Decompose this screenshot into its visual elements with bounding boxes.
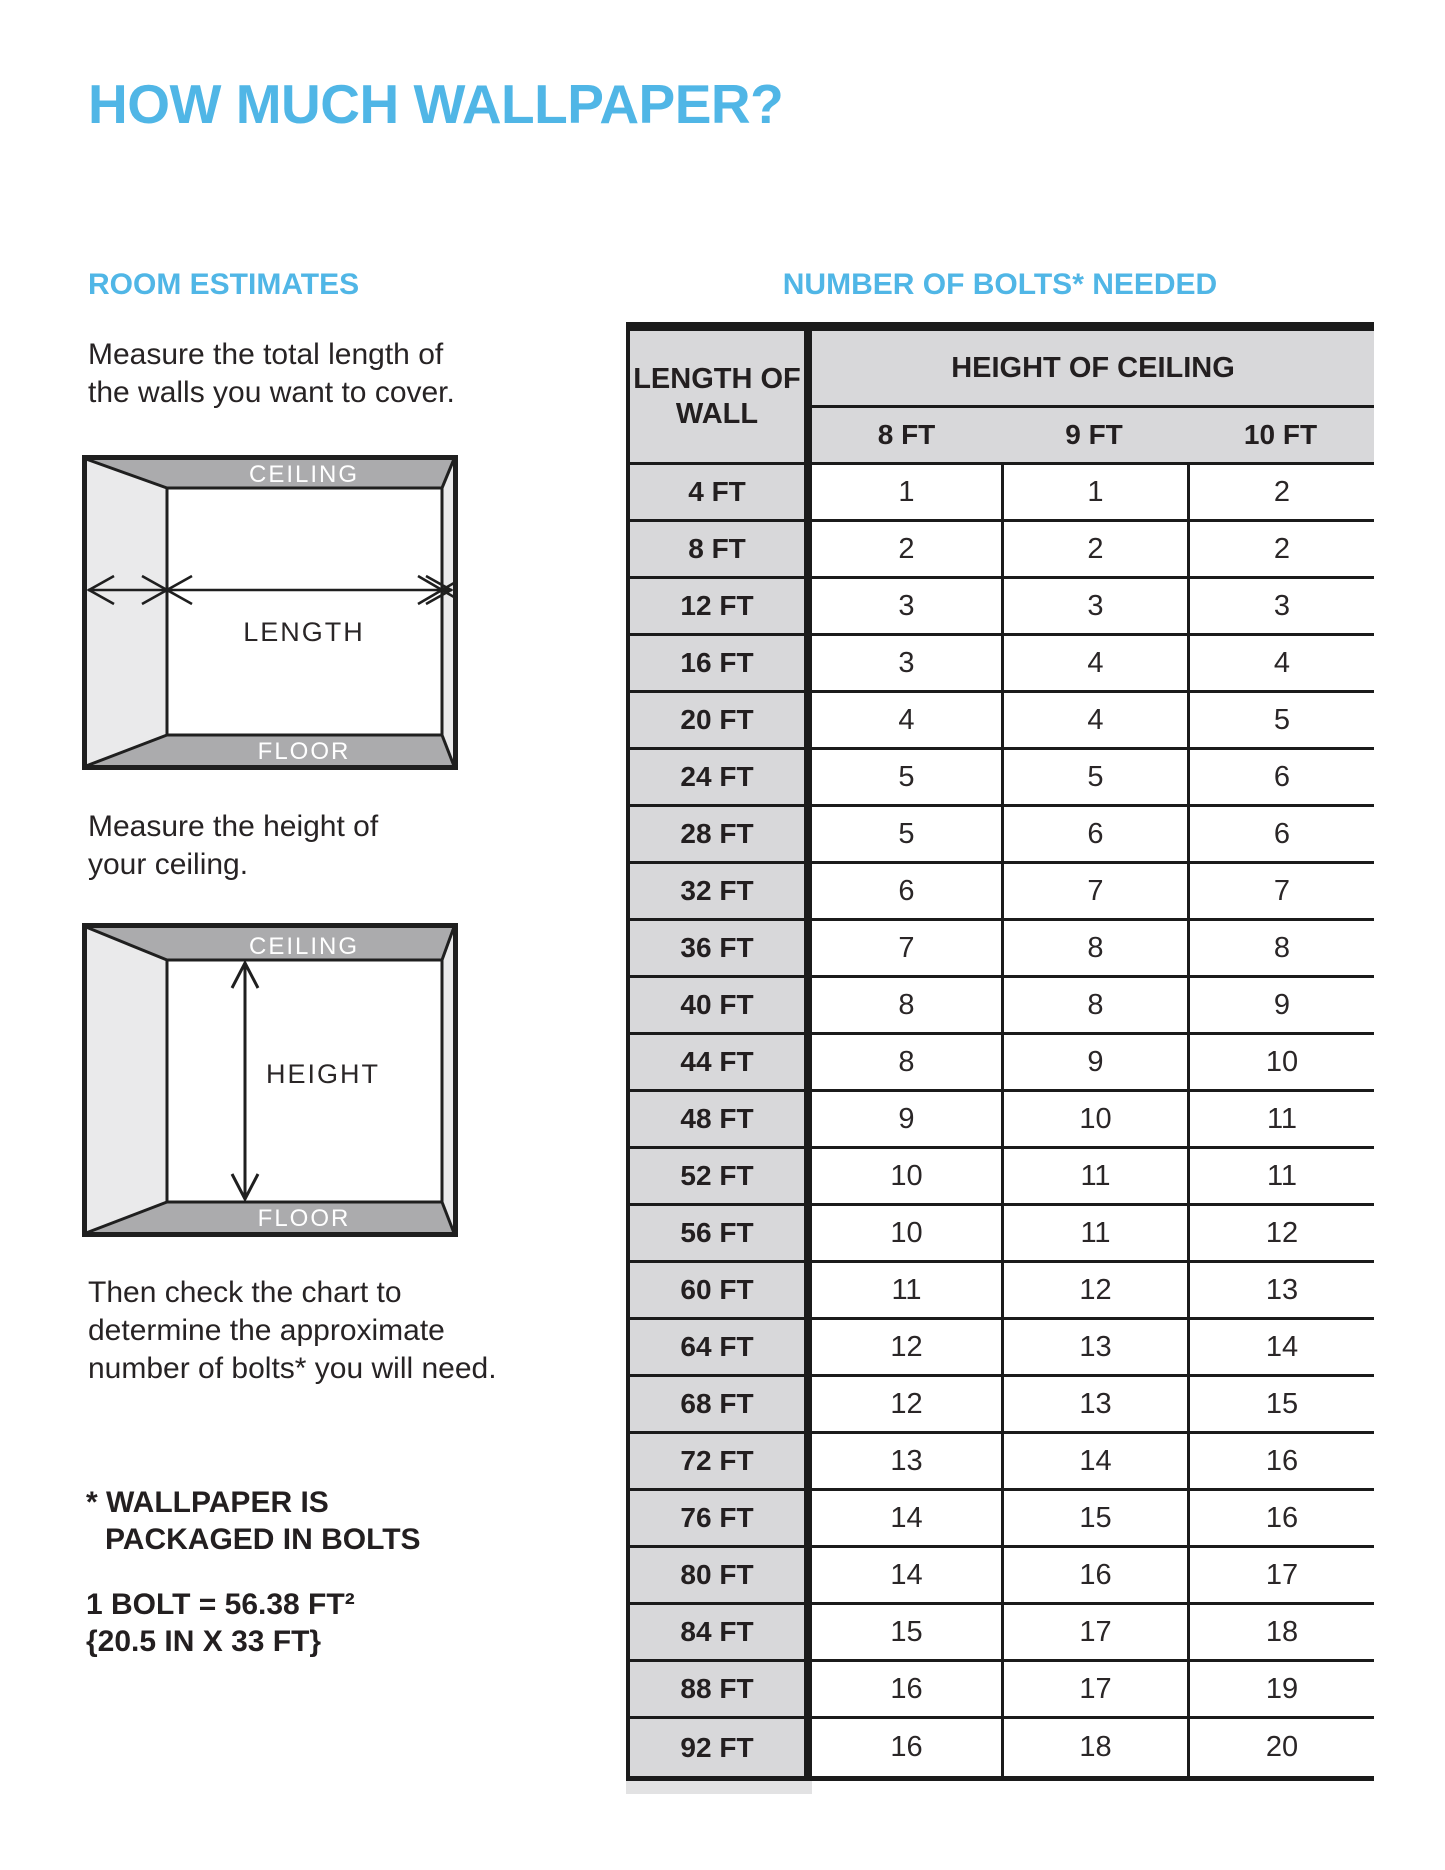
table-row [626,1662,1374,1719]
column-divider [804,693,812,747]
row-label: 60 FT [626,1263,804,1317]
measure-length-paragraph [88,336,455,412]
ceiling-subheaders [812,408,1374,462]
cell-10ft: 2 [1187,522,1374,576]
column-divider [804,465,812,519]
column-divider [804,1263,812,1317]
table-row [626,522,1374,579]
column-divider [804,864,812,918]
column-divider [804,1320,812,1374]
ceiling-header-group [812,331,1374,462]
cell-10ft: 19 [1187,1662,1374,1716]
cell-9ft: 13 [1001,1320,1187,1374]
cell-8ft: 10 [812,1149,1001,1203]
cell-10ft: 4 [1187,636,1374,690]
right-wall [442,927,454,1233]
column-divider [804,750,812,804]
bolt-size-footnote [86,1586,355,1660]
cell-10ft: 15 [1187,1377,1374,1431]
paragraph-line: Then check the chart to [88,1276,402,1309]
length-room-diagram [82,455,458,770]
cell-8ft: 11 [812,1263,1001,1317]
column-header-9ft: 9 FT [1065,419,1123,450]
cell-8ft: 5 [812,807,1001,861]
cell-10ft: 20 [1187,1719,1374,1776]
cell-9ft: 13 [1001,1377,1187,1431]
cell-10ft: 9 [1187,978,1374,1032]
table-row [626,864,1374,921]
table-row [626,1263,1374,1320]
cell-10ft: 14 [1187,1320,1374,1374]
cell-9ft: 4 [1001,636,1187,690]
cell-8ft: 8 [812,978,1001,1032]
table-body [626,465,1374,1776]
cell-8ft: 13 [812,1434,1001,1488]
cell-8ft: 6 [812,864,1001,918]
floor-label: FLOOR [257,1205,351,1232]
column-divider [804,1206,812,1260]
cell-10ft: 11 [1187,1092,1374,1146]
check-chart-paragraph [88,1274,497,1388]
left-wall [86,459,167,766]
ceiling-label: CEILING [248,461,360,488]
row-label: 80 FT [626,1548,804,1602]
column-divider [804,331,812,462]
length-label: LENGTH [243,617,365,647]
cell-10ft: 16 [1187,1491,1374,1545]
cell-9ft: 18 [1001,1719,1187,1776]
length-of-wall-header: LENGTH OF WALL [626,331,804,462]
cell-8ft: 3 [812,636,1001,690]
right-wall [442,459,454,766]
cell-9ft: 16 [1001,1548,1187,1602]
row-label: 12 FT [626,579,804,633]
cell-10ft: 3 [1187,579,1374,633]
column-divider [804,1719,812,1776]
table-header [626,331,1374,465]
label-column-shadow [626,1781,812,1794]
table-row [626,693,1374,750]
cell-10ft: 17 [1187,1548,1374,1602]
row-label: 68 FT [626,1377,804,1431]
page-title: HOW MUCH WALLPAPER? [88,73,784,135]
table-row [626,1719,1374,1776]
column-divider [804,807,812,861]
row-label: 48 FT [626,1092,804,1146]
column-divider [804,1035,812,1089]
cell-9ft: 6 [1001,807,1187,861]
cell-8ft: 8 [812,1035,1001,1089]
row-label: 88 FT [626,1662,804,1716]
cell-9ft: 7 [1001,864,1187,918]
cell-10ft: 6 [1187,750,1374,804]
cell-10ft: 8 [1187,921,1374,975]
row-label: 52 FT [626,1149,804,1203]
paragraph-line: the walls you want to cover. [88,376,455,409]
back-wall [167,488,442,735]
cell-10ft: 13 [1187,1263,1374,1317]
table-row [626,1605,1374,1662]
cell-10ft: 2 [1187,465,1374,519]
row-label: 72 FT [626,1434,804,1488]
table-row [626,1206,1374,1263]
cell-9ft: 17 [1001,1605,1187,1659]
paragraph-line: Measure the height of [88,810,379,843]
row-label: 92 FT [626,1719,804,1776]
cell-9ft: 4 [1001,693,1187,747]
row-label: 28 FT [626,807,804,861]
cell-9ft: 9 [1001,1035,1187,1089]
table-top-bar [626,322,1374,331]
table-row [626,579,1374,636]
row-label: 8 FT [626,522,804,576]
cell-9ft: 2 [1001,522,1187,576]
cell-8ft: 16 [812,1662,1001,1716]
cell-8ft: 10 [812,1206,1001,1260]
column-divider [804,636,812,690]
row-label: 4 FT [626,465,804,519]
paragraph-line: determine the approximate [88,1314,445,1347]
footnote-line: {20.5 IN X 33 FT} [86,1625,322,1658]
cell-9ft: 12 [1001,1263,1187,1317]
cell-10ft: 5 [1187,693,1374,747]
cell-8ft: 9 [812,1092,1001,1146]
cell-10ft: 12 [1187,1206,1374,1260]
room-estimates-heading: ROOM ESTIMATES [88,268,360,301]
left-wall [86,927,167,1233]
column-divider [804,579,812,633]
paragraph-line: your ceiling. [88,848,249,881]
floor-label: FLOOR [257,738,351,765]
table-row [626,1092,1374,1149]
row-label: 84 FT [626,1605,804,1659]
row-label: 36 FT [626,921,804,975]
measure-height-paragraph [88,808,378,884]
cell-8ft: 4 [812,693,1001,747]
bolts-needed-heading: NUMBER OF BOLTS* NEEDED [782,268,1218,301]
table-row [626,1491,1374,1548]
row-label: 56 FT [626,1206,804,1260]
column-divider [804,1548,812,1602]
table-row [626,1320,1374,1377]
row-label: 24 FT [626,750,804,804]
row-label: 20 FT [626,693,804,747]
cell-8ft: 12 [812,1320,1001,1374]
table-row [626,1548,1374,1605]
cell-9ft: 5 [1001,750,1187,804]
footnote-line: 1 BOLT = 56.38 FT² [86,1588,355,1621]
ceiling-label: CEILING [248,933,360,960]
column-divider [804,1605,812,1659]
cell-10ft: 10 [1187,1035,1374,1089]
cell-9ft: 17 [1001,1662,1187,1716]
table-row [626,1149,1374,1206]
cell-9ft: 10 [1001,1092,1187,1146]
cell-8ft: 16 [812,1719,1001,1776]
table-row [626,1377,1374,1434]
cell-8ft: 14 [812,1548,1001,1602]
column-header-8ft: 8 FT [877,419,936,450]
column-header-10ft: 10 FT [1243,419,1318,450]
cell-9ft: 8 [1001,978,1187,1032]
table-row [626,636,1374,693]
cell-9ft: 11 [1001,1206,1187,1260]
cell-9ft: 1 [1001,465,1187,519]
cell-8ft: 12 [812,1377,1001,1431]
row-label: 64 FT [626,1320,804,1374]
table-row [626,807,1374,864]
column-divider [804,1149,812,1203]
column-divider [804,921,812,975]
cell-10ft: 11 [1187,1149,1374,1203]
cell-8ft: 2 [812,522,1001,576]
wallpaper-bolts-footnote [86,1484,421,1558]
row-label: 44 FT [626,1035,804,1089]
column-divider [804,1491,812,1545]
cell-10ft: 16 [1187,1434,1374,1488]
cell-9ft: 14 [1001,1434,1187,1488]
cell-8ft: 14 [812,1491,1001,1545]
cell-8ft: 5 [812,750,1001,804]
cell-10ft: 18 [1187,1605,1374,1659]
column-divider [804,522,812,576]
bolts-needed-table [626,322,1374,1781]
row-label: 76 FT [626,1491,804,1545]
column-divider [804,978,812,1032]
paragraph-line: number of bolts* you will need. [88,1352,497,1385]
cell-8ft: 3 [812,579,1001,633]
cell-8ft: 1 [812,465,1001,519]
column-divider [804,1662,812,1716]
column-divider [804,1092,812,1146]
cell-8ft: 7 [812,921,1001,975]
table-row [626,1434,1374,1491]
height-label: HEIGHT [266,1059,381,1089]
table-row [626,750,1374,807]
table-row [626,978,1374,1035]
row-label: 32 FT [626,864,804,918]
row-label: 16 FT [626,636,804,690]
table-row [626,921,1374,978]
cell-9ft: 3 [1001,579,1187,633]
cell-9ft: 11 [1001,1149,1187,1203]
cell-10ft: 7 [1187,864,1374,918]
table-row [626,1035,1374,1092]
row-label: 40 FT [626,978,804,1032]
height-of-ceiling-header: HEIGHT OF CEILING [812,331,1374,408]
cell-8ft: 15 [812,1605,1001,1659]
paragraph-line: Measure the total length of [88,338,444,371]
footnote-line: * WALLPAPER IS [86,1486,329,1519]
table-row [626,465,1374,522]
cell-9ft: 8 [1001,921,1187,975]
cell-10ft: 6 [1187,807,1374,861]
column-divider [804,1434,812,1488]
height-room-diagram [82,923,458,1237]
cell-9ft: 15 [1001,1491,1187,1545]
footnote-line: PACKAGED IN BOLTS [105,1523,421,1556]
column-divider [804,1377,812,1431]
